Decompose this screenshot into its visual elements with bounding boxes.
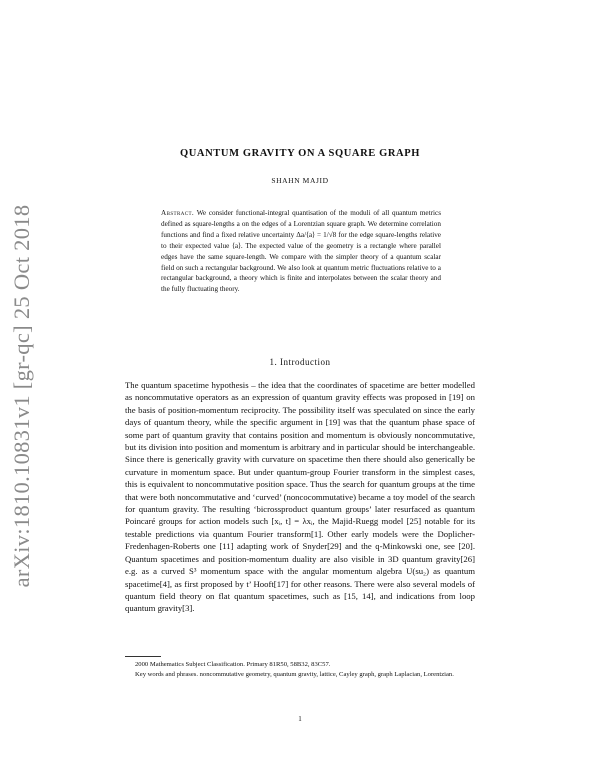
footnote-divider <box>125 656 161 657</box>
footnotes <box>125 660 475 679</box>
arxiv-identifier-sidebar <box>2 196 42 596</box>
section-heading: 1. Introduction <box>269 357 331 367</box>
abstract-text: We consider functional-integral quantisation of the moduli of all quantum metrics defined as square-lengths a on the edges of a Lorentzian square graph. We determine correlation functions and find a fixed relative uncertainty Δa/⟨a⟩ = 1/√8 for the edge square-lengths relative to their expected value ⟨a⟩. The expected value of the geometry is a rectangle where parallel edges have the same square-length. We compare with the simpler theory of a quantum scalar field on such a rectangular background. We also look at quantum metric fluctuations relative to a rectangular background, a theory which is finite and interpolates between the scalar theory and the fully fluctuating theory. <box>161 209 441 294</box>
arxiv-id-text: arXiv:1810.10831v1 [gr-qc] 25 Oct 2018 <box>9 204 34 588</box>
paper-author: SHAHN MAJID <box>271 176 329 185</box>
footnote-keywords: Key words and phrases. noncommutative geometry, quantum gravity, lattice, Cayley graph, graph Laplacian, Lorentzian. <box>135 670 454 678</box>
intro-paragraph: The quantum spacetime hypothesis – the idea that the coordinates of spacetime are better modelled as noncommutative operators as an expression of quantum gravity effects was proposed in [19] on the basis of position-momentum reciprocity. The possibility itself was speculated on since the early days of quantum theory, while the specific argument in [19] was that the quantum phase space of some part of quantum gravity that contains position and momentum is obviously noncommutative, but its division into position and momentum is arbitrary and in particular should be interchangeable. Since there is generically gravity with curvature on spacetime then there should also generically be curvature in momentum space. But under quantum-group Fourier transform in the simplest cases, this is equivalent to noncommutative position space. Thus the search for quantum groups at the time that were both noncommutative and ‘curved’ (noncocommutative) became a toy model of the search for quantum gravity. The resulting ‘bicrossproduct quantum groups’ later resurfaced as quantum Poincaré groups for action models such [xᵢ, t] = λxᵢ, the Majid-Ruegg model [25] notable for its testable predictions via quantum Fourier transform[1]. Other early models were the Doplicher-Fredenhagen-Roberts one [11] adapting work of Snyder[29] and the q-Minkowski one, see [20]. Quantum spacetimes and position-momentum duality are also visible in 3D quantum gravity[26] e.g. as a curved S³ momentum space with the angular momentum algebra U(su₂) as quantum spacetime[4], as first proposed by t’ Hooft[17] for other reasons. There were also several models of quantum field theory on flat quantum spacetimes, such as [15, 14], and indications from loop quantum gravity[3]. <box>125 380 475 614</box>
footnote-classification: 2000 Mathematics Subject Classification. Primary 81R50, 58B32, 83C57. <box>135 661 331 668</box>
abstract-label: Abstract. <box>161 209 195 217</box>
abstract-block <box>161 208 441 295</box>
page-number: 1 <box>298 715 302 723</box>
paper-title: QUANTUM GRAVITY ON A SQUARE GRAPH <box>179 148 421 159</box>
